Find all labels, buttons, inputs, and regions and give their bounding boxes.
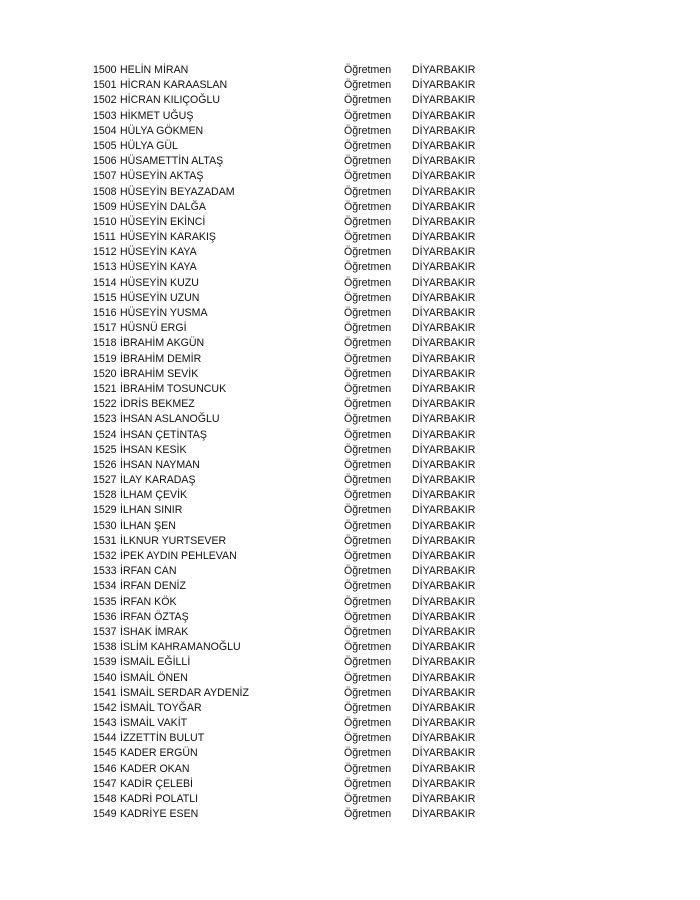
occupation: Öğretmen: [344, 777, 392, 790]
city-name: DİYARBAKIR: [412, 656, 476, 669]
occupation: Öğretmen: [344, 261, 392, 274]
person-name: İLAY KARADAŞ: [120, 474, 196, 487]
row-number: 1532: [93, 550, 117, 562]
city-name: DİYARBAKIR: [412, 671, 476, 684]
list-row: [93, 382, 513, 397]
row-number: 1548: [93, 793, 117, 805]
city-name: DİYARBAKIR: [412, 185, 476, 198]
list-row: [93, 124, 513, 139]
row-number: 1506: [93, 155, 117, 168]
person-name: İPEK AYDIN PEHLEVAN: [120, 550, 237, 562]
person-name: HİCRAN KILIÇOĞLU: [120, 94, 221, 107]
list-row: [93, 336, 513, 351]
city-name: DİYARBAKIR: [412, 261, 476, 274]
occupation: Öğretmen: [344, 64, 392, 76]
city-name: DİYARBAKIR: [412, 337, 476, 350]
occupation: Öğretmen: [344, 701, 392, 714]
list-row: [93, 579, 513, 594]
person-name: KADİR ÇELEBİ: [120, 777, 194, 790]
occupation: Öğretmen: [344, 185, 392, 198]
list-row: [93, 458, 513, 473]
person-name: İZZETTİN BULUT: [120, 732, 205, 745]
row-number: 1534: [93, 580, 117, 593]
city-name: DİYARBAKIR: [412, 352, 476, 365]
city-name: DİYARBAKIR: [412, 307, 476, 319]
city-name: DİYARBAKIR: [412, 762, 476, 775]
city-name: DİYARBAKIR: [412, 519, 476, 532]
occupation: Öğretmen: [344, 155, 392, 168]
person-name: İDRİS BEKMEZ: [120, 398, 195, 411]
city-name: DİYARBAKIR: [412, 413, 476, 426]
list-row: [93, 93, 513, 108]
city-name: DİYARBAKIR: [412, 124, 476, 137]
row-number: 1523: [93, 413, 117, 426]
occupation: Öğretmen: [344, 732, 392, 745]
signatory-list: [93, 63, 513, 822]
occupation: Öğretmen: [344, 337, 392, 350]
city-name: DİYARBAKIR: [412, 109, 476, 122]
person-name: İLKNUR YURTSEVER: [120, 534, 227, 547]
person-name: HÜSEYİN KAYA: [120, 261, 197, 274]
row-number: 1508: [93, 185, 117, 198]
occupation: Öğretmen: [344, 215, 392, 228]
list-row: [93, 595, 513, 610]
list-row: [93, 671, 513, 686]
person-name: HELİN MİRAN: [120, 64, 189, 76]
city-name: DİYARBAKIR: [412, 489, 476, 502]
row-number: 1546: [93, 762, 117, 775]
list-row: [93, 443, 513, 458]
city-name: DİYARBAKIR: [412, 398, 476, 411]
row-number: 1520: [93, 367, 117, 380]
occupation: Öğretmen: [344, 322, 392, 335]
row-number: 1528: [93, 489, 117, 502]
city-name: DİYARBAKIR: [412, 777, 476, 790]
city-name: DİYARBAKIR: [412, 64, 476, 76]
occupation: Öğretmen: [344, 94, 392, 107]
row-number: 1545: [93, 747, 117, 760]
list-row: [93, 412, 513, 427]
list-row: [93, 428, 513, 443]
person-name: KADER OKAN: [120, 762, 190, 775]
city-name: DİYARBAKIR: [412, 747, 476, 760]
row-number: 1527: [93, 474, 117, 487]
person-name: İLHAM ÇEVİK: [120, 489, 188, 502]
row-number: 1542: [93, 701, 117, 714]
occupation: Öğretmen: [344, 656, 392, 669]
row-number: 1541: [93, 686, 117, 699]
person-name: İLHAN SINIR: [120, 504, 183, 517]
row-number: 1501: [93, 79, 117, 92]
occupation: Öğretmen: [344, 276, 392, 289]
person-name: İRFAN ÖZTAŞ: [120, 610, 189, 623]
occupation: Öğretmen: [344, 109, 392, 122]
list-row: [93, 640, 513, 655]
list-row: [93, 397, 513, 412]
row-number: 1514: [93, 276, 117, 289]
occupation: Öğretmen: [344, 352, 392, 365]
city-name: DİYARBAKIR: [412, 550, 476, 562]
row-number: 1511: [93, 231, 116, 244]
city-name: DİYARBAKIR: [412, 428, 476, 441]
row-number: 1533: [93, 565, 117, 578]
city-name: DİYARBAKIR: [412, 94, 476, 107]
person-name: KADER ERGÜN: [120, 747, 198, 760]
list-row: [93, 746, 513, 761]
city-name: DİYARBAKIR: [412, 686, 476, 699]
person-name: HÜSEYİN KAYA: [120, 246, 197, 259]
list-row: [93, 777, 513, 792]
city-name: DİYARBAKIR: [412, 322, 476, 335]
row-number: 1518: [93, 337, 117, 350]
person-name: HÜSEYİN AKTAŞ: [120, 170, 204, 183]
city-name: DİYARBAKIR: [412, 625, 476, 638]
city-name: DİYARBAKIR: [412, 717, 476, 730]
row-number: 1531: [93, 534, 117, 547]
person-name: HÜLYA GÖKMEN: [120, 124, 204, 137]
occupation: Öğretmen: [344, 246, 392, 259]
occupation: Öğretmen: [344, 382, 392, 395]
list-row: [93, 473, 513, 488]
occupation: Öğretmen: [344, 428, 392, 441]
list-row: [93, 200, 513, 215]
occupation: Öğretmen: [344, 595, 392, 608]
person-name: HÜSEYİN UZUN: [120, 291, 200, 304]
row-number: 1517: [93, 322, 117, 335]
person-name: HİCRAN KARAASLAN: [120, 79, 228, 92]
occupation: Öğretmen: [344, 307, 392, 319]
list-row: [93, 564, 513, 579]
city-name: DİYARBAKIR: [412, 443, 476, 456]
list-row: [93, 534, 513, 549]
list-row: [93, 549, 513, 564]
list-row: [93, 610, 513, 625]
row-number: 1513: [93, 261, 117, 274]
person-name: İSMAİL ÖNEN: [120, 671, 188, 684]
list-row: [93, 367, 513, 382]
person-name: İRFAN CAN: [120, 565, 177, 578]
city-name: DİYARBAKIR: [412, 732, 476, 745]
row-number: 1547: [93, 777, 117, 790]
list-row: [93, 807, 513, 822]
list-row: [93, 78, 513, 93]
person-name: İBRAHİM DEMİR: [120, 352, 202, 365]
list-row: [93, 63, 513, 78]
row-number: 1538: [93, 641, 117, 654]
city-name: DİYARBAKIR: [412, 139, 476, 152]
list-row: [93, 716, 513, 731]
city-name: DİYARBAKIR: [412, 367, 476, 380]
person-name: İSMAİL SERDAR AYDENİZ: [120, 686, 249, 699]
row-number: 1539: [93, 656, 117, 669]
person-name: İRFAN KÖK: [120, 595, 177, 608]
city-name: DİYARBAKIR: [412, 565, 476, 578]
occupation: Öğretmen: [344, 565, 392, 578]
row-number: 1544: [93, 732, 117, 745]
city-name: DİYARBAKIR: [412, 155, 476, 168]
row-number: 1502: [93, 94, 117, 107]
person-name: İHSAN ÇETİNTAŞ: [120, 428, 207, 441]
list-row: [93, 321, 513, 336]
occupation: Öğretmen: [344, 231, 392, 244]
list-row: [93, 276, 513, 291]
city-name: DİYARBAKIR: [412, 534, 476, 547]
person-name: HÜSEYİN EKİNCİ: [120, 215, 206, 228]
occupation: Öğretmen: [344, 398, 392, 411]
list-row: [93, 731, 513, 746]
list-row: [93, 245, 513, 260]
person-name: İLHAN ŞEN: [120, 519, 176, 532]
city-name: DİYARBAKIR: [412, 276, 476, 289]
person-name: İBRAHİM SEVİK: [120, 367, 199, 380]
occupation: Öğretmen: [344, 625, 392, 638]
occupation: Öğretmen: [344, 291, 392, 304]
occupation: Öğretmen: [344, 550, 392, 562]
occupation: Öğretmen: [344, 747, 392, 760]
person-name: HÜSEYİN BEYAZADAM: [120, 185, 235, 198]
occupation: Öğretmen: [344, 534, 392, 547]
city-name: DİYARBAKIR: [412, 474, 476, 487]
person-name: İSHAK İMRAK: [120, 625, 189, 638]
row-number: 1510: [93, 215, 117, 228]
list-row: [93, 655, 513, 670]
person-name: HÜSEYİN KUZU: [120, 276, 199, 289]
row-number: 1536: [93, 610, 117, 623]
row-number: 1507: [93, 170, 117, 183]
city-name: DİYARBAKIR: [412, 231, 476, 244]
occupation: Öğretmen: [344, 474, 392, 487]
list-row: [93, 185, 513, 200]
person-name: İRFAN DENİZ: [120, 580, 186, 593]
occupation: Öğretmen: [344, 580, 392, 593]
city-name: DİYARBAKIR: [412, 595, 476, 608]
occupation: Öğretmen: [344, 139, 392, 152]
list-row: [93, 260, 513, 275]
list-row: [93, 169, 513, 184]
city-name: DİYARBAKIR: [412, 170, 476, 183]
row-number: 1509: [93, 200, 117, 213]
city-name: DİYARBAKIR: [412, 458, 476, 471]
occupation: Öğretmen: [344, 610, 392, 623]
row-number: 1512: [93, 246, 117, 259]
occupation: Öğretmen: [344, 489, 392, 502]
occupation: Öğretmen: [344, 808, 392, 821]
occupation: Öğretmen: [344, 200, 392, 213]
row-number: 1543: [93, 717, 117, 730]
person-name: İSMAİL TOYĞAR: [120, 701, 202, 714]
city-name: DİYARBAKIR: [412, 215, 476, 228]
person-name: HİKMET UĞUŞ: [120, 109, 194, 122]
city-name: DİYARBAKIR: [412, 79, 476, 92]
list-row: [93, 139, 513, 154]
occupation: Öğretmen: [344, 504, 392, 517]
person-name: HÜSAMETTİN ALTAŞ: [120, 155, 224, 168]
occupation: Öğretmen: [344, 443, 392, 456]
person-name: HÜSNÜ ERGİ: [120, 322, 187, 335]
row-number: 1516: [93, 307, 117, 319]
city-name: DİYARBAKIR: [412, 610, 476, 623]
list-row: [93, 519, 513, 534]
person-name: İSMAİL EĞİLLİ: [120, 656, 191, 669]
list-row: [93, 625, 513, 640]
occupation: Öğretmen: [344, 367, 392, 380]
list-row: [93, 792, 513, 807]
person-name: İBRAHİM AKGÜN: [120, 337, 205, 350]
city-name: DİYARBAKIR: [412, 580, 476, 593]
list-row: [93, 291, 513, 306]
list-row: [93, 215, 513, 230]
occupation: Öğretmen: [344, 641, 392, 654]
occupation: Öğretmen: [344, 762, 392, 775]
list-row: [93, 686, 513, 701]
occupation: Öğretmen: [344, 686, 392, 699]
occupation: Öğretmen: [344, 519, 392, 532]
city-name: DİYARBAKIR: [412, 701, 476, 714]
city-name: DİYARBAKIR: [412, 793, 476, 805]
person-name: İSMAİL VAKİT: [120, 717, 188, 730]
city-name: DİYARBAKIR: [412, 200, 476, 213]
person-name: İHSAN KESİK: [120, 443, 187, 456]
person-name: İBRAHİM TOSUNCUK: [120, 382, 227, 395]
person-name: HÜSEYİN KARAKIŞ: [120, 231, 216, 244]
person-name: KADRİ POLATLI: [120, 793, 199, 805]
row-number: 1521: [93, 382, 117, 395]
occupation: Öğretmen: [344, 793, 392, 805]
person-name: KADRİYE ESEN: [120, 808, 199, 821]
person-name: HÜSEYİN YUSMA: [120, 307, 208, 319]
row-number: 1530: [93, 519, 117, 532]
occupation: Öğretmen: [344, 413, 392, 426]
row-number: 1515: [93, 291, 117, 304]
city-name: DİYARBAKIR: [412, 291, 476, 304]
row-number: 1505: [93, 139, 117, 152]
occupation: Öğretmen: [344, 170, 392, 183]
row-number: 1529: [93, 504, 117, 517]
row-number: 1535: [93, 595, 117, 608]
person-name: İHSAN NAYMAN: [120, 458, 200, 471]
person-name: HÜLYA GÜL: [120, 139, 178, 152]
city-name: DİYARBAKIR: [412, 382, 476, 395]
occupation: Öğretmen: [344, 458, 392, 471]
list-row: [93, 701, 513, 716]
occupation: Öğretmen: [344, 79, 392, 92]
row-number: 1519: [93, 352, 117, 365]
row-number: 1537: [93, 625, 117, 638]
occupation: Öğretmen: [344, 671, 392, 684]
list-row: [93, 762, 513, 777]
city-name: DİYARBAKIR: [412, 246, 476, 259]
list-row: [93, 488, 513, 503]
list-row: [93, 306, 513, 321]
list-row: [93, 352, 513, 367]
list-row: [93, 154, 513, 169]
city-name: DİYARBAKIR: [412, 641, 476, 654]
list-row: [93, 503, 513, 518]
occupation: Öğretmen: [344, 124, 392, 137]
row-number: 1500: [93, 64, 117, 76]
row-number: 1524: [93, 428, 117, 441]
city-name: DİYARBAKIR: [412, 808, 476, 821]
person-name: İHSAN ASLANOĞLU: [120, 413, 220, 426]
person-name: HÜSEYİN DALĞA: [120, 200, 206, 213]
city-name: DİYARBAKIR: [412, 504, 476, 517]
person-name: İSLİM KAHRAMANOĞLU: [120, 641, 241, 654]
row-number: 1503: [93, 109, 117, 122]
row-number: 1522: [93, 398, 117, 411]
row-number: 1525: [93, 443, 117, 456]
row-number: 1526: [93, 458, 117, 471]
occupation: Öğretmen: [344, 717, 392, 730]
list-row: [93, 230, 513, 245]
row-number: 1540: [93, 671, 117, 684]
row-number: 1549: [93, 808, 117, 821]
row-number: 1504: [93, 124, 117, 137]
list-row: [93, 109, 513, 124]
